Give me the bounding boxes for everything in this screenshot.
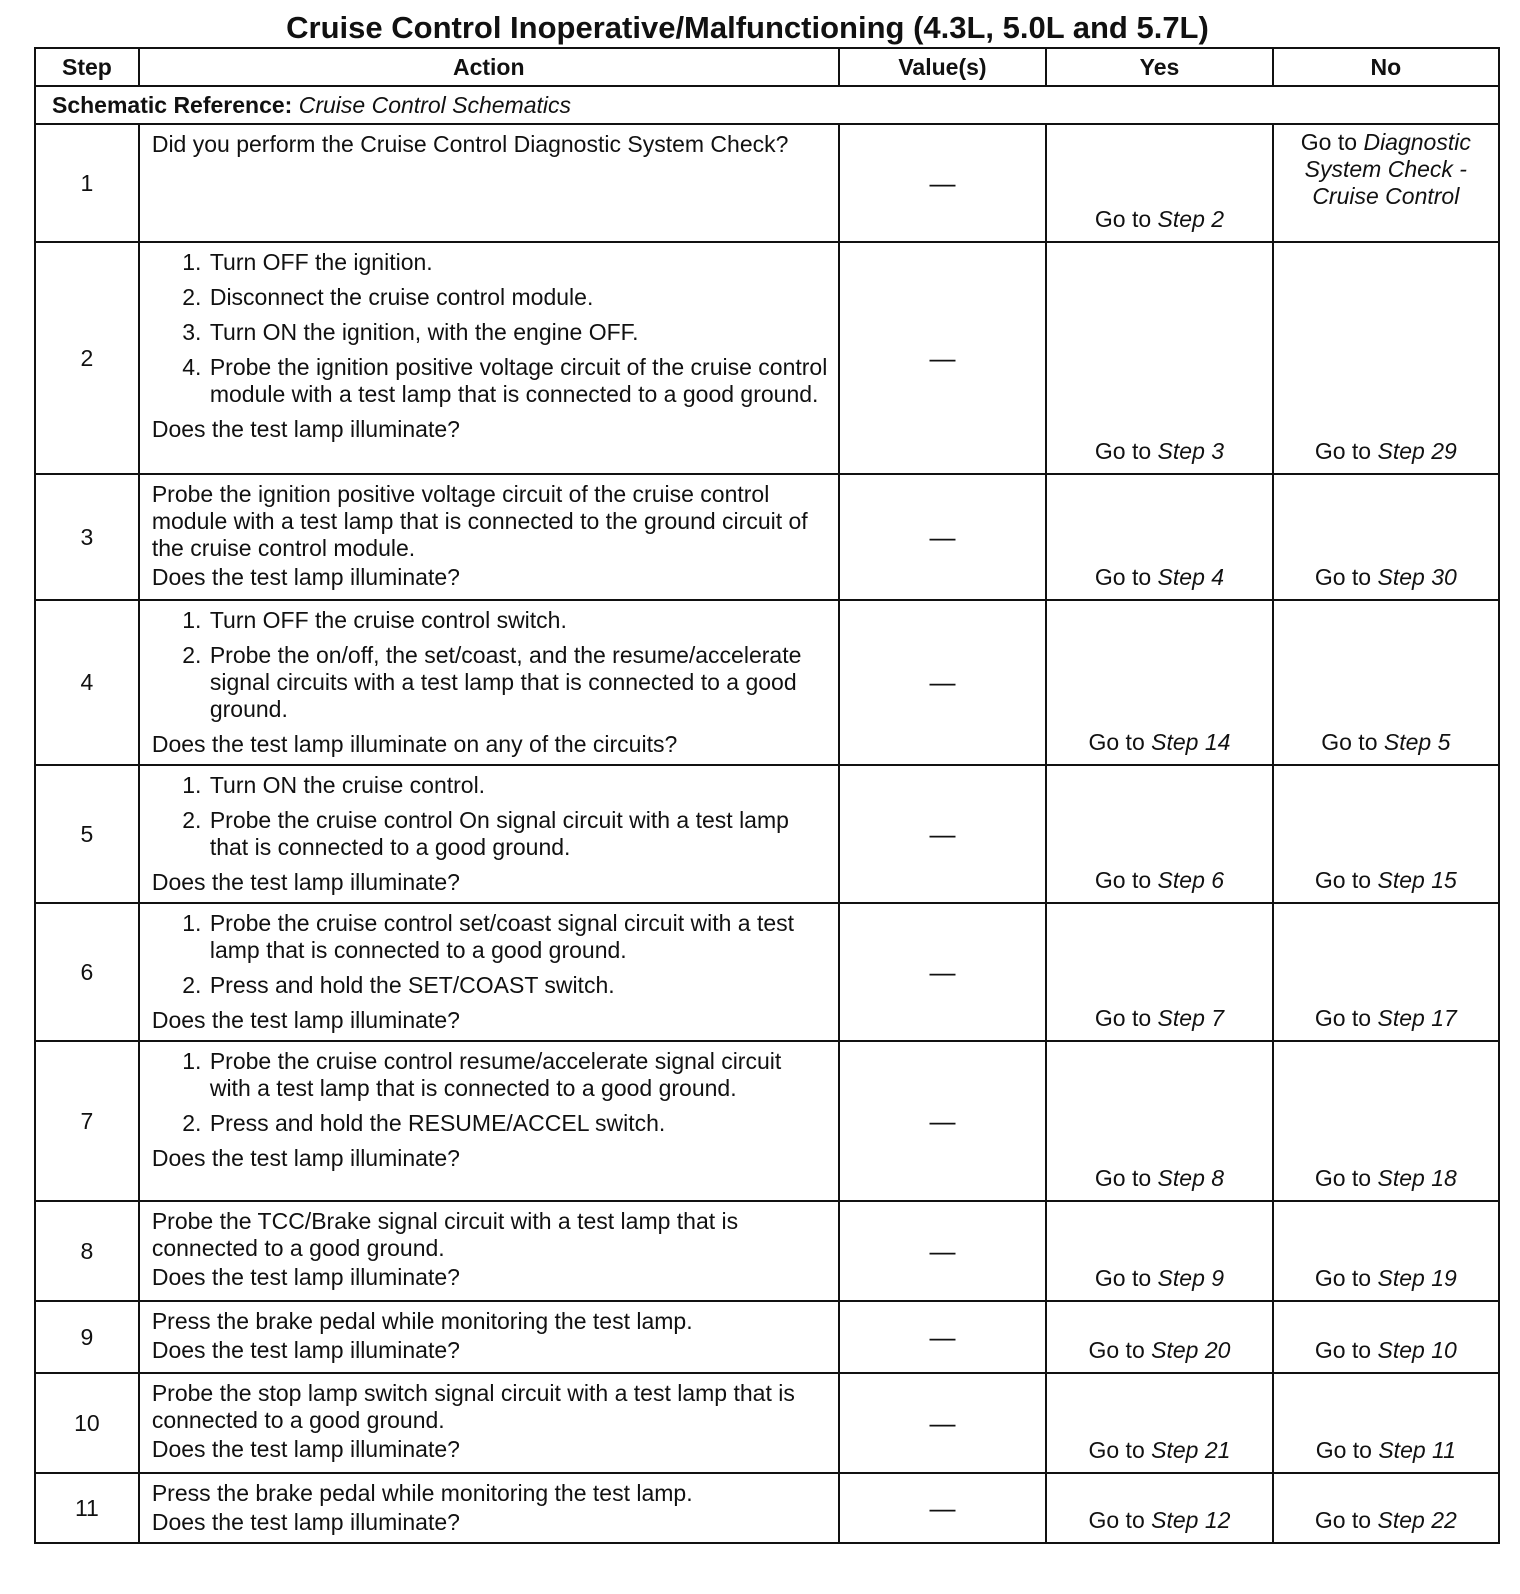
table-row [35,124,1499,242]
table-row [35,1041,1499,1201]
no-goto-prefix: Go to [1315,1437,1372,1463]
action-text: Probe the TCC/Brake signal circuit with a test lamp that is connected to a good ground. [151,1208,739,1261]
action-step-item: 1. Turn OFF the ignition. [208,249,828,276]
value-cell: — [839,124,1047,242]
no-cell [1273,1201,1499,1301]
yes-goto-link: Step 14 [1151,729,1231,755]
no-cell [1273,1301,1499,1373]
action-cell [139,1301,839,1373]
no-cell [1273,124,1499,242]
action-cell [139,1473,839,1543]
yes-goto-link: Step 12 [1151,1507,1231,1533]
yes-cell [1046,242,1272,474]
action-question: Does the test lamp illuminate on any of the circuits? [151,731,678,757]
no-goto-link: Step 17 [1377,1005,1457,1031]
table-row [35,1473,1499,1543]
step-number: 7 [35,1041,139,1201]
schematic-reference-label: Schematic Reference: [52,91,293,118]
action-steps-list [152,249,828,408]
header-values: Value(s) [839,48,1047,86]
table-row [35,242,1499,474]
yes-goto-prefix: Go to [1088,1507,1145,1533]
table-row [35,1301,1499,1373]
action-text: Press the brake pedal while monitoring the test lamp. [151,1308,693,1334]
yes-goto-prefix: Go to [1088,729,1145,755]
value-cell: — [839,1373,1047,1473]
action-step-item: 2. Press and hold the RESUME/ACCEL switch. [208,1110,828,1137]
action-cell [139,765,839,903]
table-row [35,903,1499,1041]
yes-cell [1046,1201,1272,1301]
yes-cell [1046,903,1272,1041]
step-number: 6 [35,903,139,1041]
action-text: Press the brake pedal while monitoring the test lamp. [151,1480,693,1506]
yes-goto-prefix: Go to [1088,1337,1145,1363]
action-question: Does the test lamp illuminate? [151,1509,460,1535]
yes-goto-link: Step 8 [1157,1165,1225,1191]
value-cell: — [839,242,1047,474]
table-row [35,1373,1499,1473]
action-step-item: 2. Probe the on/off, the set/coast, and the resume/accelerate signal circuits with a test lamp that is connected to a good ground. [208,642,828,723]
action-steps-list [152,607,828,723]
value-cell: — [839,600,1047,765]
step-number: 3 [35,474,139,600]
action-question: Does the test lamp illuminate? [151,1264,460,1290]
action-step-item: 1. Turn OFF the cruise control switch. [208,607,828,634]
action-cell [139,903,839,1041]
action-step-item: 2. Press and hold the SET/COAST switch. [208,972,828,999]
action-cell [139,1041,839,1201]
table-row [35,600,1499,765]
value-cell: — [839,1201,1047,1301]
action-step-item: 2. Probe the cruise control On signal circuit with a test lamp that is connected to a good ground. [208,807,828,861]
no-goto-prefix: Go to [1314,438,1372,464]
yes-cell [1046,765,1272,903]
action-cell [139,600,839,765]
action-cell [139,242,839,474]
value-cell: — [839,765,1047,903]
yes-goto-link: Step 21 [1151,1437,1231,1463]
no-cell [1273,765,1499,903]
action-question: Does the test lamp illuminate? [151,1145,460,1171]
step-number: 9 [35,1301,139,1373]
no-goto-link: Diagnostic System Check - Cruise Control [1304,129,1471,209]
yes-goto-prefix: Go to [1094,438,1152,464]
action-step-item: 1. Probe the cruise control set/coast signal circuit with a test lamp that is connected to a good ground. [208,910,828,964]
yes-cell [1046,600,1272,765]
no-cell [1273,1473,1499,1543]
no-goto-link: Step 29 [1377,438,1457,464]
schematic-reference-link: Cruise Control Schematics [298,91,571,118]
yes-cell [1046,1373,1272,1473]
action-cell [139,124,839,242]
yes-goto-link: Step 3 [1157,438,1225,464]
no-cell [1273,474,1499,600]
action-step-item: 2. Disconnect the cruise control module. [208,284,828,311]
action-cell [139,1373,839,1473]
table-header-row [35,48,1499,86]
yes-cell [1046,124,1272,242]
yes-goto-link: Step 9 [1157,1265,1225,1291]
yes-goto-link: Step 2 [1157,206,1225,232]
yes-goto-prefix: Go to [1094,206,1152,232]
action-cell [139,474,839,600]
no-goto-prefix: Go to [1321,729,1378,755]
yes-goto-prefix: Go to [1094,867,1152,893]
yes-cell [1046,474,1272,600]
yes-cell [1046,1041,1272,1201]
yes-goto-prefix: Go to [1094,564,1152,590]
step-number: 5 [35,765,139,903]
step-number: 8 [35,1201,139,1301]
no-goto-link: Step 22 [1377,1507,1457,1533]
no-goto-prefix: Go to [1314,867,1372,893]
step-number: 4 [35,600,139,765]
no-cell [1273,1041,1499,1201]
page-title: Cruise Control Inoperative/Malfunctioning (4.3L, 5.0L and 5.7L) [286,10,1209,45]
value-cell: — [839,1301,1047,1373]
yes-cell [1046,1301,1272,1373]
yes-goto-prefix: Go to [1094,1265,1152,1291]
no-goto-prefix: Go to [1314,1507,1372,1533]
header-action: Action [139,48,839,86]
yes-goto-link: Step 7 [1157,1005,1225,1031]
no-goto-prefix: Go to [1314,564,1372,590]
schematic-reference [35,86,1499,124]
step-number: 11 [35,1473,139,1543]
no-goto-prefix: Go to [1314,1265,1372,1291]
yes-cell [1046,1473,1272,1543]
diagnostic-table [34,47,1500,1544]
action-question: Does the test lamp illuminate? [151,1007,460,1033]
yes-goto-link: Step 4 [1157,564,1225,590]
no-goto-link: Step 5 [1383,729,1451,755]
no-goto-link: Step 18 [1377,1165,1457,1191]
yes-goto-link: Step 6 [1157,867,1225,893]
no-goto-link: Step 10 [1377,1337,1457,1363]
action-question: Does the test lamp illuminate? [151,564,460,590]
action-question: Does the test lamp illuminate? [151,416,460,442]
no-goto-prefix: Go to [1314,1005,1372,1031]
yes-goto-prefix: Go to [1088,1437,1145,1463]
action-steps-list [152,1048,828,1137]
no-cell [1273,1373,1499,1473]
table-row [35,474,1499,600]
table-row [35,765,1499,903]
no-goto-link: Step 15 [1377,867,1457,893]
schematic-reference-row [35,86,1499,124]
no-cell [1273,903,1499,1041]
action-step-item: 4. Probe the ignition positive voltage circuit of the cruise control module with a test lamp that is connected to a good ground. [208,354,828,408]
no-goto-link: Step 11 [1378,1437,1456,1463]
action-steps-list [152,772,828,861]
value-cell: — [839,1473,1047,1543]
header-no: No [1273,48,1499,86]
no-goto-prefix: Go to [1300,129,1358,155]
action-text: Did you perform the Cruise Control Diagnostic System Check? [151,131,789,157]
no-cell [1273,600,1499,765]
action-text: Probe the stop lamp switch signal circuit with a test lamp that is connected to a good ground. [151,1380,795,1433]
yes-goto-prefix: Go to [1094,1165,1152,1191]
step-number: 1 [35,124,139,242]
no-goto-prefix: Go to [1314,1337,1372,1363]
step-number: 10 [35,1373,139,1473]
no-cell [1273,242,1499,474]
action-question: Does the test lamp illuminate? [151,1436,460,1462]
yes-goto-link: Step 20 [1151,1337,1231,1363]
no-goto-link: Step 19 [1377,1265,1457,1291]
action-steps-list [152,910,828,999]
yes-goto-prefix: Go to [1094,1005,1152,1031]
value-cell: — [839,474,1047,600]
value-cell: — [839,903,1047,1041]
table-row [35,1201,1499,1301]
action-step-item: 3. Turn ON the ignition, with the engine OFF. [208,319,828,346]
action-step-item: 1. Turn ON the cruise control. [208,772,828,799]
header-step: Step [35,48,139,86]
value-cell: — [839,1041,1047,1201]
action-question: Does the test lamp illuminate? [151,869,460,895]
no-goto-prefix: Go to [1314,1165,1372,1191]
header-yes: Yes [1046,48,1272,86]
action-text: Probe the ignition positive voltage circuit of the cruise control module with a test lamp that is connected to the ground circuit of the cruise control module. [151,481,808,561]
no-goto-link: Step 30 [1377,564,1457,590]
step-number: 2 [35,242,139,474]
action-question: Does the test lamp illuminate? [151,1337,460,1363]
action-cell [139,1201,839,1301]
action-step-item: 1. Probe the cruise control resume/accelerate signal circuit with a test lamp that is connected to a good ground. [208,1048,828,1102]
